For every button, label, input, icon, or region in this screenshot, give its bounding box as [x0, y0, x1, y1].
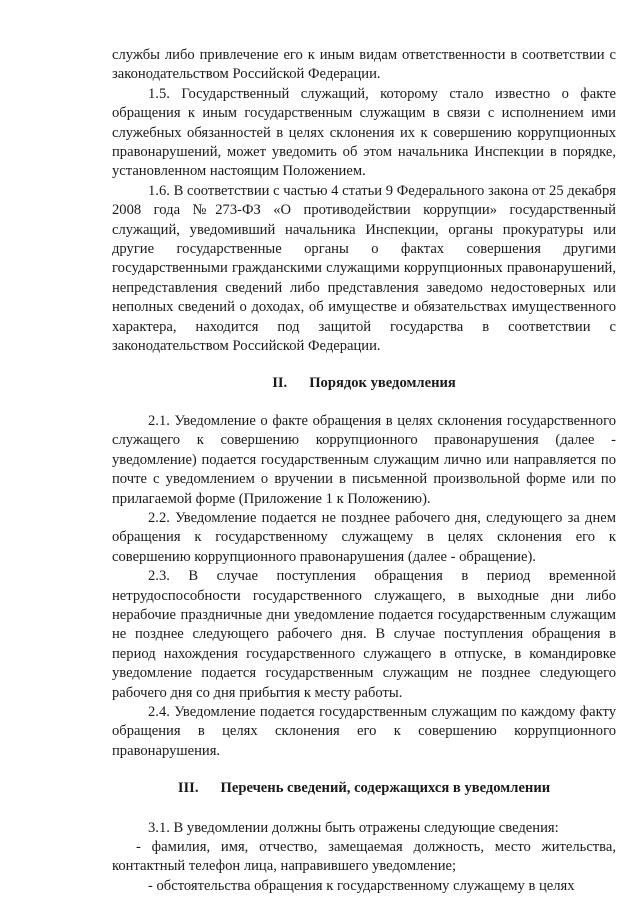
section-number-3: III.	[177, 780, 199, 797]
paragraph-continuation: службы либо привлечение его к иным видам ответственности в соответствии с законодательством Российской Федерации.	[112, 47, 616, 83]
section-heading-3	[112, 779, 616, 798]
paragraph-1-6: 1.6. В соответствии с частью 4 статьи 9 Федерального закона от 25 декабря 2008 года №273-ФЗ «О противодействии коррупции» государственный служащий, уведомивший начальника Инспекции, органы прокуратуры или другие государственные органы о фактах совершения другими государственными гражданскими служащими коррупционных правонарушений, непредставления сведений либо представления заведомо недостоверных или неполных сведений о доходах, об имуществе и обязательствах имущественного характера, находится под защитой государства в соответствии с законодательством Российской Федерации.	[112, 182, 616, 355]
section-heading-2	[112, 374, 616, 393]
section-title-3: Перечень сведений, содержащихся в уведомлении	[220, 780, 551, 797]
list-item-3-1-b: - обстоятельства обращения к государственному служащему в целях	[148, 877, 575, 894]
paragraph-2-2: 2.2. Уведомление подается не позднее рабочего дня, следующего за днем обращения к государственному служащему в целях склонения его к совершению коррупционного правонарушения (далее - обращение).	[112, 509, 616, 565]
paragraph-2-3: 2.3. В случае поступления обращения в период временной нетрудоспособности государственного служащего, в выходные дни либо нерабочие праздничные дни уведомление подается государственным служащим не позднее следующего рабочего дня. В случае поступления обращения в период нахождения государственного служащего в отпуске, в командировке уведомление подается государственным служащим не позднее следующего рабочего дня со дня прибытия к месту работы.	[112, 568, 616, 701]
section-title-2: Порядок уведомления	[309, 374, 456, 391]
document-page	[112, 46, 616, 896]
paragraph-1-5: 1.5. Государственный служащий, которому стало известно о факте обращения к иным государственным служащим в связи с исполнением ими служебных обязанностей в целях склонения их к совершению коррупционных правонарушений, может уведомить об этом начальника Инспекции в порядке, установленном настоящим Положением.	[112, 85, 616, 180]
section-number-2: II.	[272, 374, 288, 391]
paragraph-2-4: 2.4. Уведомление подается государственным служащим по каждому факту обращения в целях склонения его к совершению коррупционного правонарушения.	[112, 704, 616, 759]
list-item-3-1-a: - фамилия, имя, отчество, замещаемая должность, место жительства, контактный телефон лица, направившего уведомление;	[112, 839, 616, 875]
paragraph-2-1: 2.1. Уведомление о факте обращения в целях склонения государственного служащего к совершению коррупционного правонарушения (далее - уведомление) подается государственным служащим лично или направляется по почте с уведомлением о вручении в письменной произвольной форме или по прилагаемой форме (Приложение 1 к Положению).	[112, 412, 616, 507]
paragraph-3-1: 3.1. В уведомлении должны быть отражены следующие сведения:	[148, 819, 559, 836]
